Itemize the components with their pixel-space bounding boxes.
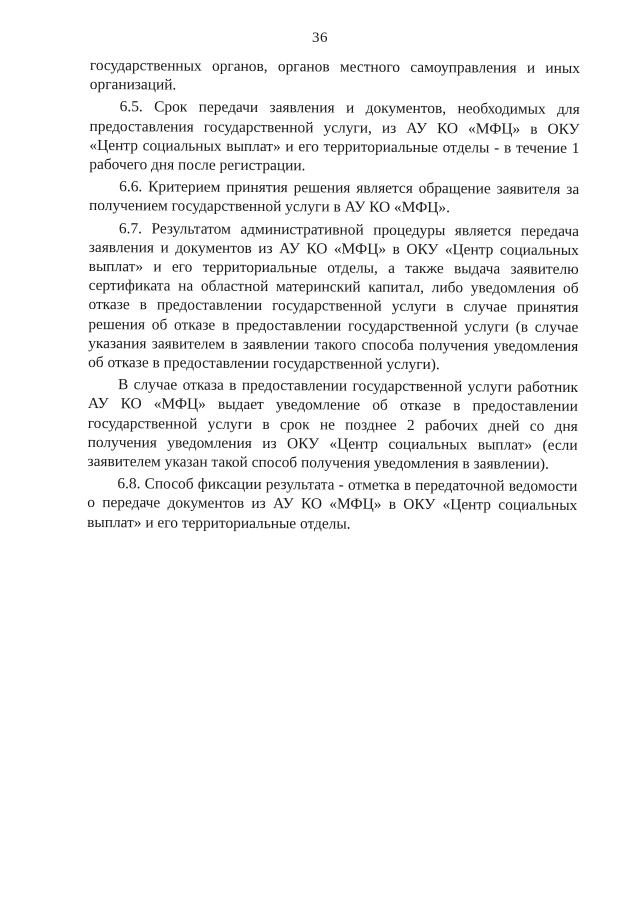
paragraph-6-7: 6.7. Результатом административной процедуры является передача заявления и документов из АУ КО «МФЦ» в ОКУ «Центр социальных выплат» и его территориальные отделы, а также выдача заявителю сертификата на областной материнский капитал, либо уведомления об отказе в предоставлении государственной услуги в случае принятия решения об отказе в предоставлении государственной услуги (в случае указания заявителем в заявлении такого способа получения уведомления об отказе в предоставлении государственной услуги). [88, 219, 579, 374]
paragraph-6-5: 6.5. Срок передачи заявления и документов, необходимых для предоставления государственной услуги, из АУ КО «МФЦ» в ОКУ «Центр социальных выплат» и его территориальные отделы - в течение 1 рабочего дня после регистрации. [89, 98, 580, 175]
paragraph-6-6: 6.6. Критерием принятия решения является обращение заявителя за получением государственной услуги в АУ КО «МФЦ». [89, 178, 580, 217]
document-body [87, 56, 580, 538]
paragraph-refusal: В случае отказа в предоставлении государственной услуги работник АУ КО «МФЦ» выдает уведомление об отказе в предоставлении государственной услуги в срок не позднее 2 рабочих дней со дня получения уведомления из ОКУ «Центр социальных выплат» (если заявителем указан такой способ получения уведомления в заявлении). [87, 376, 579, 473]
page-number: 36 [312, 30, 328, 46]
paragraph-continuation: государственных органов, органов местного самоуправления и иных организаций. [89, 56, 580, 94]
paragraph-6-8: 6.8. Способ фиксации результата - отметка в передаточной ведомости о передаче документов из АУ КО «МФЦ» в ОКУ «Центр социальных выплат» и его территориальные отделы. [87, 475, 578, 533]
